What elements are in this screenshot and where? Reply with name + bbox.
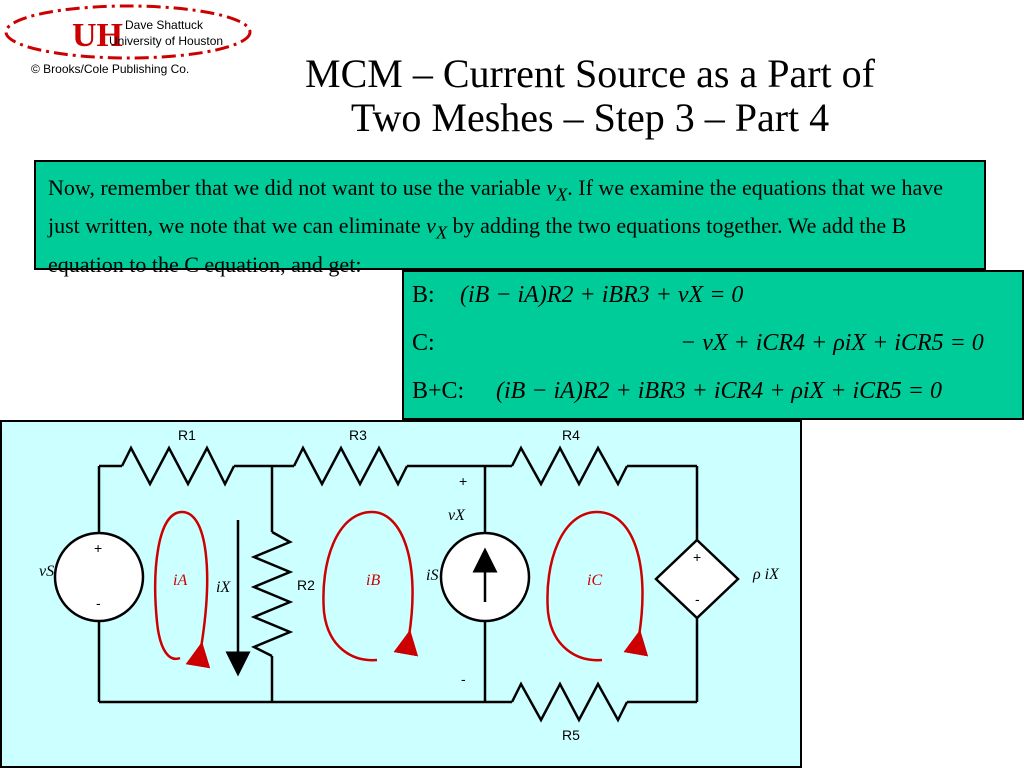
equation-c-expr: − vX + iCR4 + ρiX + iCR5 = 0 bbox=[680, 330, 984, 356]
university-name: University of Houston bbox=[109, 34, 224, 48]
explanation-box bbox=[34, 160, 986, 277]
slide-title bbox=[190, 52, 990, 140]
label-r3: R3 bbox=[349, 427, 367, 443]
label-ix: iX bbox=[216, 579, 231, 596]
circuit-diagram bbox=[2, 422, 802, 768]
resistor-r4 bbox=[512, 448, 627, 484]
title-line-2: Two Meshes – Step 3 – Part 4 bbox=[350, 95, 830, 140]
label-is: iS bbox=[426, 567, 439, 584]
publisher-credit: © Brooks/Cole Publishing Co. bbox=[31, 62, 190, 76]
label-ib: iB bbox=[366, 572, 381, 589]
explanation-var-1-sub: X bbox=[556, 184, 568, 205]
label-r1: R1 bbox=[178, 427, 196, 443]
logo-mark: UH bbox=[72, 17, 123, 54]
logo-ellipse bbox=[6, 6, 250, 58]
equation-b-label: B: bbox=[412, 282, 435, 308]
label-ia: iA bbox=[173, 572, 188, 589]
resistor-r1 bbox=[122, 448, 234, 484]
label-r4: R4 bbox=[562, 427, 580, 443]
label-vx: vX bbox=[448, 507, 465, 524]
explanation-var-2: v bbox=[426, 213, 436, 239]
vs-plus: + bbox=[94, 540, 103, 556]
resistor-r2 bbox=[254, 532, 290, 656]
vx-plus: + bbox=[459, 473, 468, 489]
explanation-var-2-sub: X bbox=[435, 222, 448, 243]
label-r5: R5 bbox=[562, 727, 580, 743]
equation-bc-expr: (iB − iA)R2 + iBR3 + iCR4 + ρiX + iCR5 = 0 bbox=[496, 378, 942, 404]
explanation-part-1: Now, remember that we did not want to use the variable bbox=[48, 175, 547, 200]
equation-bc bbox=[412, 378, 1018, 412]
circuit-panel bbox=[0, 420, 802, 768]
dep-plus: + bbox=[693, 549, 702, 565]
circuit-wires bbox=[99, 466, 697, 702]
equation-b-expr: (iB − iA)R2 + iBR3 + vX = 0 bbox=[460, 282, 744, 308]
label-vs: vS bbox=[39, 563, 55, 580]
equations-box bbox=[402, 270, 1024, 420]
explanation-part-2: . If we examine the equations that we have just written, we note that we can eliminate bbox=[48, 175, 943, 239]
equation-c-label: C: bbox=[412, 330, 435, 356]
vx-minus: - bbox=[461, 671, 466, 687]
dep-minus: - bbox=[695, 591, 700, 607]
equation-b bbox=[412, 282, 1018, 316]
label-ic: iC bbox=[587, 572, 603, 589]
explanation-part-3: by adding the two equations together. We add the B equation to the C equation, and get: bbox=[48, 213, 907, 277]
label-dependent-source: ρ iX bbox=[753, 566, 779, 583]
resistor-r3 bbox=[294, 448, 407, 484]
explanation-var-1: v bbox=[546, 175, 557, 200]
resistor-r5 bbox=[512, 684, 627, 720]
author-name: Dave Shattuck bbox=[125, 18, 204, 32]
equation-bc-label: B+C: bbox=[412, 378, 465, 404]
label-r2: R2 bbox=[297, 577, 315, 593]
vs-minus: - bbox=[96, 595, 101, 611]
equation-c bbox=[412, 330, 1018, 364]
title-line-1: MCM – Current Source as a Part of bbox=[305, 51, 875, 96]
